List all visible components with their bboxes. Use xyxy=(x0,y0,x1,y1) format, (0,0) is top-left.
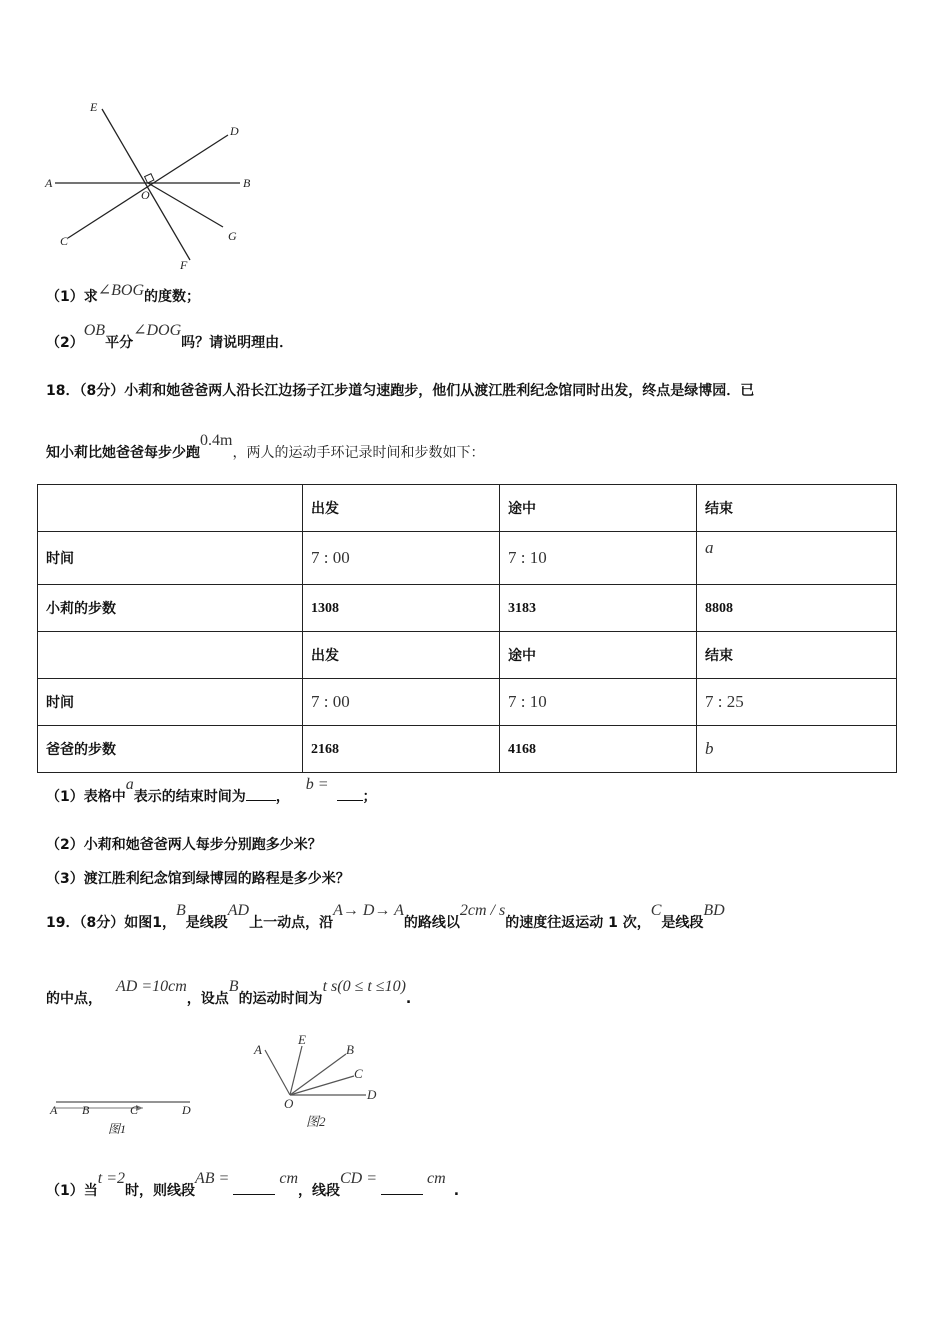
table-row: 爸爸的步数 2168 4168 b xyxy=(38,726,897,773)
table-row: 小莉的步数 1308 3183 8808 xyxy=(38,585,897,632)
line-ef xyxy=(102,109,190,260)
ray-oc xyxy=(290,1076,354,1095)
label-d: D xyxy=(182,1103,191,1117)
label-c: C xyxy=(60,234,69,248)
table-row: 时间 7 : 00 7 : 10 7 : 25 xyxy=(38,679,897,726)
figure-1 xyxy=(48,1092,208,1140)
table-row: 出发 途中 结束 xyxy=(38,485,897,532)
label-a: A xyxy=(254,1042,262,1057)
q17-part2: （2）OB平分∠DOG吗？请说明理由． xyxy=(46,322,294,351)
label-c: C xyxy=(354,1066,363,1081)
figure-1-caption: 图1 xyxy=(108,1122,127,1136)
label-o: O xyxy=(284,1096,294,1111)
line-og xyxy=(148,183,223,227)
q18-part1: （1）表格中a表示的结束时间为 ，b =； xyxy=(46,776,377,805)
label-b: B xyxy=(243,176,251,190)
steps-table xyxy=(37,484,897,773)
label-g: G xyxy=(228,229,237,243)
q18-part2: （2）小莉和她爸爸两人每步分别跑多少米？ xyxy=(46,837,322,853)
q19-line1: 19．（8分）如图1，B是线段AD上一动点，沿A→ D→ A的路线以2cm / s的速度往返运动 1 次，C是线段BD xyxy=(46,902,725,931)
right-angle-mark xyxy=(145,174,154,183)
answer-blank-a[interactable] xyxy=(246,786,276,801)
answer-blank-ab[interactable] xyxy=(233,1180,275,1195)
answer-blank-cd[interactable] xyxy=(381,1180,423,1195)
figure-2 xyxy=(250,1032,390,1134)
label-d: D xyxy=(367,1087,377,1102)
q18-line1: 18．（8分）小莉和她爸爸两人沿长江边扬子江步道匀速跑步，他们从渡江胜利纪念馆同时出发，终点是绿博园．已 xyxy=(46,383,755,399)
label-b: B xyxy=(82,1103,90,1117)
label-e: E xyxy=(90,100,98,114)
label-a: A xyxy=(45,176,53,190)
ray-oa xyxy=(265,1050,290,1095)
label-o: O xyxy=(141,188,150,202)
q17-part1: （1）求∠BOG的度数； xyxy=(46,282,201,305)
q18-line2: 知小莉比她爸爸每步少跑0.4m，两人的运动手环记录时间和步数如下： xyxy=(46,432,485,461)
q19-line2: 的中点，AD =10cm，设点B的运动时间为t s(0 ≤ t ≤10). xyxy=(46,978,412,1007)
label-e: E xyxy=(298,1032,306,1047)
q19-part1: （1）当t =2时，则线段AB = cm，线段CD = cm. xyxy=(46,1170,460,1199)
table-row: 时间 7 : 00 7 : 10 a xyxy=(38,532,897,585)
q18-part3: （3）渡江胜利纪念馆到绿博园的路程是多少米？ xyxy=(46,871,350,887)
label-b: B xyxy=(346,1042,354,1057)
figure-2-caption: 图2 xyxy=(306,1114,326,1129)
answer-blank-b[interactable] xyxy=(337,786,363,801)
table-row: 出发 途中 结束 xyxy=(38,632,897,679)
line-cd xyxy=(68,135,228,238)
label-f: F xyxy=(180,258,188,272)
label-d: D xyxy=(230,124,239,138)
angle-figure xyxy=(40,95,270,275)
label-c: C xyxy=(130,1103,139,1117)
label-a: A xyxy=(50,1103,58,1117)
